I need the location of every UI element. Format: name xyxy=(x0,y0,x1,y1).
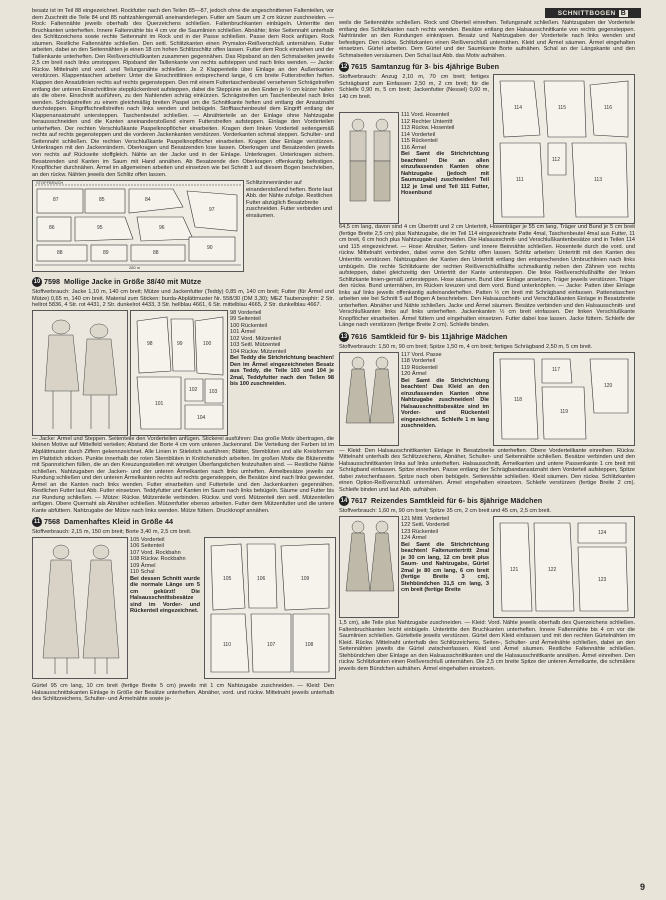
girl-dress-illustration-2 xyxy=(339,516,399,618)
section-13-code: 7616 xyxy=(351,331,367,341)
section-10-note: Bei Teddy die Strichrichtung beachten! Den im Ärmel eingezeichneten Besatz aus Teddy, die Teile 103 und 104 je 2mal, Teddyfutter nach den Teilen 98 bis 100 zuschneiden. xyxy=(230,355,334,388)
section-11-code: 7568 xyxy=(44,517,60,527)
section-12-code: 7615 xyxy=(351,62,367,71)
section-12-note: Bei Samt die Strichrichtung beachten! Die an allen einzufassenden Kanten ohne Nahtzugabe (jedoch mit Saumzugabe) zuschneiden! Teil 112 je 1mal und Teil 111 Futter, Hosenbund xyxy=(401,151,489,197)
section-13-body: — Kleid: Den Halsausschnittkanten Einlage in Besatzbreite unterheften. Obere Vorderteilkante einreihen. Rückw. Mittelnaht unterhalb des Schlitzzeichens, Abnäher, Schulter- und Seitennähte schließen. Besätze verbinden und den Halsausschnittkanten links auf links unterheften. Halsausschnitt, Ärmelkanten und untere Passenkante 1 cm breit mit Schrägband einfassen. Spitze einreihen. Passe entlang der Schrägbandansatznaht dem Vorderteil aufsteppen, Spitze dabei zwischenfassen. Spitze nach oben bebügeln. Seitennähte schließen. Kleid säumen. Den rückw. Schlitzkanten einen Option-Reißverschluß unternähen. Ärmel eingehalten einsetzen. Schleife verstürzen (fertige Breite 2 cm). Schleife binden und laut Abb. aufnähen. xyxy=(339,447,635,493)
section-14-code: 7617 xyxy=(351,496,367,506)
section-13-figure-row xyxy=(339,352,635,448)
piece-label-90: 90 xyxy=(207,245,213,252)
piece-98 xyxy=(137,317,171,373)
part-101: 101 Ärmel xyxy=(230,329,256,336)
pattern-pieces-svg xyxy=(33,181,243,271)
piece-84 xyxy=(129,189,183,213)
pattern-diagram-jacke xyxy=(130,310,228,436)
part-103: 103 Seitl. Mützenteil xyxy=(230,342,281,349)
section-12-materials: Stoffverbrauch: Anzug 2,10 m, 70 cm breit; fertiges Schrägband zum Einfassen 2,50 m, 2 cm breit; für die Schleife 0,90 m, 5 cm breit; Jackenfutter (Nessel) 0,60 m, 140 cm breit. xyxy=(339,74,489,100)
section-10-title: Mollige Jacke in Größe 38/40 mit Mütze xyxy=(64,276,202,286)
label-123: 123 xyxy=(598,576,607,583)
label-122: 122 xyxy=(548,566,557,573)
girl-dress-illustration-1 xyxy=(339,352,399,446)
section-12-number: 12 xyxy=(339,62,349,72)
right-intro-paragraph: weils die Seitennähte schließen. Rock und Oberteil einreihen. Teilungsnaht schließen. Nahtzugaben der Vorderteile entlang des Schlitzkanten nach rechts wenden. Besätze entlang den Halsausschnittkante von rechts gegensteppen. Nahtränder an den Rundungen einknipsen. Besatz und Nahtzugaben der Vorderteile nach links wenden und befestigen. Den rückw. Schlitzkanten einen Reißverschluß unternähen. Kleid und Ärmel säumen. Ärmel eingehalten einsetzen. Gürtel arbeiten. Dem Gürtel und der Saumkante Borte aufnähen. Schal an der Längskante und den Schmalseiten versäumen. Den Schal laut Abb. das Motiv aufnähen. xyxy=(339,20,635,59)
piece-label-88: 88 xyxy=(57,250,63,257)
part-124: 124 Ärmel xyxy=(401,535,427,542)
piece-label-86: 86 xyxy=(49,225,55,232)
boy-suit-illustration xyxy=(339,112,399,224)
part-112: 112 Rechter Unterritt xyxy=(401,118,453,125)
part-122: 122 Seitl. Vorderteil xyxy=(401,522,450,529)
part-109: 109 Ärmel xyxy=(130,562,156,569)
section-10-parts-list xyxy=(230,310,334,388)
pattern-diagram-rock xyxy=(32,180,244,272)
label-124: 124 xyxy=(598,529,607,536)
piece-85 xyxy=(85,189,125,213)
label-115: 115 xyxy=(558,105,566,112)
part-119: 119 Rückenteil xyxy=(401,364,438,371)
section-10-body: — Jacke: Ärmel und Steppen. Seitenteile den Vorderteilen anfügen. Stickerei ausführen: Das große Motiv übertragen, die kleinen Motive auf Mittelfeld verteilen; Abstand der Borte 4 cm vom unteren Jackenrand. Die Verteilung der Farben ist im Abplättmuster durch Ziffern gekennzeichnet. Alle Linien in Stielstich ausführen; Blätter, Stemblüten und alle Kreisformen im Plattstich sticken. Punkte innerhalb der roten Sternblüten in Knötchenstich arbeiten. Im großen Motiv die Blütenmitte mit Spannstichen füllen, die an den Kreuzungsstellen mit winzigen Überfangstichen festzuhalten sind. — Restliche Nähte schließen. Nahtzugaben der Jacken- und der unteren Ärmelkanten nach links umheften. Ärmelbesätze jeweils zur Rundung schließen und den unteren Ärmelkanten rechts auf rechts gegensteppen, die Besätze sind nach links gewendet. Ärmel an die Kanten nach links wenden. Futter einarbeiten und Futterteile und den Jackenkanten gegennähen. Restlichen Futter laut Abb. Futter einsetzen. Teddyfutter und Kanten im Saum nach links bebügeln. Säume und Futter bis zur Rundung schließen. — Mütze: Rückw. Mützenteile verbinden. Rückw. und vord. Mützenteil den seitl. Mützenteilen anfügen. Obere Quernaht als Abnäher schließen. Mützenfutter ebenso arbeiten. Futter dem Mützenfutter und die untere Kante abfüttern. Nahtzugabe der Mütze nach links wenden. Mütze füttern. Druckknopf annähen. xyxy=(32,435,334,514)
section-11-body: Gürtel 95 cm lang, 10 cm breit (fertige Breite 5 cm) jeweils mit 1 cm Nahtzugabe zuschneiden. — Kleid: Den Halsausschnittskanten Einlage in Größe der Besätze unterheften. Abnäher, vord. und rückw. Mittelnaht jeweils unterhalb des Schlitzzeichens, Schulter- und Ärmelnähte sowie je- xyxy=(32,682,334,703)
section-10-number: 10 xyxy=(32,277,42,287)
intro-paragraph: besatz ist im Teil 88 eingezeichnet. Rockfutter nach den Teilen 85—87, jedoch ohne die angeschnittenen Faltenteilen, vor dem Zuschnitt die Teile 84 und 85 nahtzahlengemäß aneinanderlegen. Futter am Saum um 2 cm kürzer zuschneiden. — Rock: Faltennähte jeweils oberhalb des Querzeichens schließen. Faltenbruchkanten einbügeln. Unterritte den Bruchkanten unterheften. Innere Faltennähte bis 4 cm vor die Saumlinien schließen. Abnähte; linke Seitennaht unterhalb des Schlitzzeichens sowie rechte Seitennaht im Rock und in der Passe schließen. Passe dem Rock anfügen. Rock säumen. Restliche Faltennähte schließen. Den seitl. Schlitzkanten einen Prymalon-Reißverschluß unternähen. Futter arbeiten, dabei an den Seitennähten je einen 18 cm hohen Schlitzschlitz offen lassen. Futter dem Rock einziehen und der Taillenkante unterheften. Den Reißverschlußkanten zusammen gegennähen. Das Ripsband an den Schmalseiten jeweils 2,5 cm breit nach links umstoppen. Ripsband der Taillenkante von rechts aufsteppen und nach links wenden. — Jacke: Rückw. Mittelnaht und vord. und Teilungsnähte schließen. Je 2 Klappenteile über Einlage an den Außenkanten verstürzen. Klappentaschen arbeiten: Unter die Einschnittlinien entsprechend lange, 6 cm breite Futterstreifen heften. Klappen den Ansatzlinien rechts auf rechts gegensteppen. Den mit einem Futtertaschenbeutel versehenen Schrägstreifen entlang der unteren Einschnittlinie stepplückenbreit aufsteppen, dabei die Steppünie an den Enden je ½ cm kürzer halten als die obere. Einschnitt ausführen, zu den Nahtenden schräg einkürzen. Schrägstreifen um Taschenbeutel nach links wenden. Schrägstreifen zu einem gleichmäßig breiten Paspel um die Schnittkante heften und entlang der Ansatznaht durchsteppen. Eingriffschnellstreifen nach links wenden und bebügeln. Stofftaschenbeutel dem Eingriff entlang der Klappenansatznaht untersteppen. Taschenbeutel schließen. — Abnähterteile an der Einlage ohne Nahtzugabe heraussschneiden und die Kanten aneinanderstoßend einem Futterstreifen aufsteppen. Einlage den Vorderteilen unterheften. Der rechten Verschlußkante Paspelknopflöcher einarbeiten. Kragen dem linken Vorderteil seitengemäß rechts auf rechts gegensteppen und die vorderen Jackenkanten verstürzen. Vorderkanten schmal steppen. Schulter- und Seitennaht schließen. Die rechten Verschlußkante Paspelknopflöcher einarbeiten. Kragen über Einlage verstürzen. Unterkragen mit den Jackenrändern. Oberkragen und Besatzenden lose lassen. Oberkragen und Besatzenden jeweils von rechts auf Rückseite stoffgleich. Nähte an der Jacke und in der Einlage. Unterkragen. Unterkragen sichern. Besatzenden und Kanten im Saum mit Hand annähen. Ab Besatzende den Oberkragen offenkantig befestigen. Knopflöcher durchnähen. Ärmel im allgemeinen arbeiten und einsetzen wie bei Schnitt 1 auf diesem Bogen beschrieben, an den rückw. Nähten jeweils den Schlitz offen lassen. xyxy=(32,8,334,178)
part-113: 113 Rückw. Hosenteil xyxy=(401,125,455,132)
label-108: 108 xyxy=(305,641,314,648)
section-13-note: Bei Samt die Strichrichtung beachten! Das Kleid an den einzufassenden Kanten ohne Nahtzugabe zuschneiden! Die Halsausschnittsbesätze sind im Vorder- und Rückenteil eingezeichnet. Schleife 1 m lang zuschneiden. xyxy=(401,377,489,430)
part-104: 104 Rückw. Mützenteil xyxy=(230,348,286,355)
section-10-figure-row xyxy=(32,310,334,436)
section-14-number: 14 xyxy=(339,496,349,506)
part-98: 98 Vorderteil xyxy=(230,309,262,316)
pattern-diagram-samtkleid-1 xyxy=(493,352,635,446)
section-14-note: Bei Samt die Strichrichtung beachten! Faltenuntertritt 2mal je 30 cm lang, 12 cm breit plus Saum- und Nahtzugabe, Gürtel 2mal je 80 cm lang, 6 cm breit (fertige Breite 3 cm), Stehbündchen 31,5 cm lang, 3 cm breit (fertige Breite xyxy=(401,541,489,594)
part-107: 107 Vord. Rockbahn xyxy=(130,549,181,556)
section-14-body: 1,5 cm), alle Teile plus Nahtzugabe zuschneiden. — Kleid: Vord. Nähte jeweils oberhalb des Querzeichens schließen. Faltenbruchkanten leicht einbügeln. Untertritte den Bruchkanten unterheften. Innere Faltennähte bis 4 cm vor die Saumlinien schließen. Gürtelteile jeweils verstürzen. Gürtel dem Kleid einfassen und mit den rechten Gürtelnähten im Kleid. Rückw. Mittelnaht unterhalb des Schlitzzeichens, Seiten-, Schulter- und Ärmelnähte schließen, dabei an den Seitennähten jeweils die Gürtel zwischenfassen. Kleid und Ärmel säumen. Restliche Faltennähte schließen. Stehbündchen über Einlage an den Halsausschnittkanten und die Halsausschnittkante annähen. Ärmel einreihen. Den rückw. Schlitzkanten einen Reißverschluß unternähen. Die 2,5 cm breite Spitze der unteren Ärmelkante, die schmälere jeweils dem Bündchen aufnähen. Ärmel eingehalten einsetzen. xyxy=(339,619,635,672)
section-11-header xyxy=(32,517,334,527)
piece-87 xyxy=(37,189,83,213)
section-11-note: Bei dessen Schnitt wurde die normale Länge um 5 cm gekürzt! Die Halsausschnittsbesätze sind im Vorder- und Rückenteil eingezeichnet. xyxy=(130,575,200,615)
label-110: 110 xyxy=(223,641,231,648)
section-14-figure-row xyxy=(339,516,635,620)
part-105: 105 Vorderteil xyxy=(130,536,165,543)
part-120: 120 Ärmel xyxy=(401,371,427,378)
label-98: 98 xyxy=(147,340,153,347)
label-105: 105 xyxy=(223,575,232,582)
figure1-side-text: Schlitzinnenränder auf einanderstoßend heften. Borte laut Abb. der Nähte zufolge. Restlichen Futter abzüglich Besatzbreite zuschneiden. Futter verbinden und einsäumen. xyxy=(246,180,333,219)
scale-label: 280 m xyxy=(129,265,141,271)
label-100: 100 xyxy=(203,340,212,347)
piece-96 xyxy=(137,217,193,241)
piece-label-95: 95 xyxy=(97,225,103,232)
section-12-header xyxy=(339,62,635,72)
label-111: 111 xyxy=(516,177,524,184)
section-13-header xyxy=(339,332,635,342)
label-114: 114 xyxy=(514,105,522,112)
dress-illustration xyxy=(32,537,128,679)
piece-label-87: 87 xyxy=(53,197,59,204)
section-10-code: 7598 xyxy=(44,276,60,286)
section-13-materials: Stoffverbrauch: 1,50 m, 90 cm breit; Spitze 1,50 m, 4 cm breit; fertiges Schrägband 2,50 m, 5 cm breit. xyxy=(339,344,593,351)
section-header xyxy=(545,8,641,18)
figure-row-1 xyxy=(32,180,334,274)
piece-99 xyxy=(171,319,195,371)
section-11-figure-row xyxy=(32,537,334,683)
piece-label-84: 84 xyxy=(145,197,151,204)
piece-label-85: 85 xyxy=(99,197,105,204)
part-108: 108 Rückw. Rockbahn xyxy=(130,556,186,563)
page-number: 9 xyxy=(640,882,646,892)
label-103: 103 xyxy=(209,388,218,395)
label-118: 118 xyxy=(514,396,522,403)
sheet-letter: B xyxy=(620,9,627,17)
jacket-illustration xyxy=(32,310,128,436)
label-121: 121 xyxy=(510,566,519,573)
piece-95 xyxy=(75,217,133,241)
label-99: 99 xyxy=(177,340,183,347)
pattern-diagram-kleid xyxy=(204,537,336,679)
pattern-diagram-samtkleid-2 xyxy=(493,516,635,618)
right-column xyxy=(339,20,635,673)
label-113: 113 xyxy=(594,177,602,184)
part-114: 114 Vorderteil xyxy=(401,131,436,138)
piece-89 xyxy=(91,245,127,261)
section-14-header xyxy=(339,496,635,506)
label-116: 116 xyxy=(604,105,612,112)
part-102: 102 Vord. Mützenteil xyxy=(230,335,281,342)
piece-label-96: 96 xyxy=(159,225,165,232)
piece-label-88b: 88 xyxy=(153,250,159,257)
pattern-diagram-anzug xyxy=(493,74,635,224)
section-header-title: SCHNITTBOGEN xyxy=(557,9,616,17)
part-99: 99 Seitenteil xyxy=(230,316,261,323)
section-12-body: 64,5 cm lang, davon sind 4 cm Übertritt und 2 cm Untertritt, Hosenträger je 55 cm lang, Träger und Bund je 5 cm breit (fertige Breite 2,5 cm) plus Nahtzugabe, die im Teil 114 eingezeichnete Patte 4mal, Taschenbeutel 4mal aus Futter, 11 cm breit, 6 cm hoch plus Nahtzugabe zuschneiden. Die Halsausschnitt- und Verschlußkantenbesätze sind in Teilen 114 und 115 eingezeichnet. — Hose: Abnäher, Seiten- und innere Beinnähte schließen. Hosenteile durch die vord. und rückw. Mittelnaht verbinden, dabei vorne den Schlitz offen lassen. Schlitz arbeiten: Untertritt mit den Kanten des Unterritts verstürzen. Nahtzugaben der Kanten den Untertritt entlang den entsprechenden Umbruchlinien nach links umbügeln. Die rechte Schlitzkante der rechten Reißverschlußhälfte schmalkantig neben den Zähnen von rechts aufsteppen, dabei gleichzeitig den Untertritt der Kante untersteppen. Die linke Reißverschlußhälfte der linken Schlitzkante linien-gemäß untersteppen. Hose säumen. Bund über Einlage ansetzen, Träger jeweils verstürzen. Träger den rückw. Bund unternähen, im Rücken kreuzen und dem vord. Bund unterknöpfen. — Jacke: Patten über Einlage links auf links jeweils offenkantig aufeinanderheften. Patten ½ cm breit mit Schrägband einfassen. Pattenstaschen arbeiten wie bei Schnitt 5 auf Bogen A beschrieben. Den Halsausschnitt- und Verschlußkanten Einlage in Besatzbreite unterheften. Abnäher und Nähte schließen. Jacke und Ärmel säumen. Besätze verbinden und den Halsausschnitt- und Verschlußkanten links auf links unterheften. Jackenkanten ½ cm breit einfassen. Der linken Verschlußkante Knopflöcher einarbeiten. Ärmel füttern und eingehalten einsetzen. Futter dabei lose lassen. Jacke füttern. Schleife der Länge nach verstürzen (fertige Breite 2 cm). Schleife binden. xyxy=(339,224,635,329)
part-106: 106 Seitenteil xyxy=(130,543,164,550)
label-119: 119 xyxy=(560,408,568,415)
section-14-parts-list xyxy=(401,516,489,594)
section-13-parts-list xyxy=(401,352,489,430)
part-121: 121 Mittl. Vorderteil xyxy=(401,515,449,522)
section-14-materials: Stoffverbrauch: 1,60 m, 90 cm breit; Spitze 35 cm, 2 cm breit und 45 cm, 2,5 cm breit. xyxy=(339,508,551,515)
section-12-title: Samtanzug für 3- bis 4jährige Buben xyxy=(371,62,500,71)
section-11-number: 11 xyxy=(32,517,42,527)
piece-label-97: 97 xyxy=(209,207,215,214)
section-11-materials: Stoffverbrauch: 2,15 m, 150 cm breit; Borte 3,40 m, 2,5 cm breit. xyxy=(32,529,192,536)
section-11-title: Damenhaftes Kleid in Größe 44 xyxy=(64,517,174,527)
part-116: 116 Ärmel xyxy=(401,144,427,151)
part-100: 100 Rückenteil xyxy=(230,322,268,329)
label-117: 117 xyxy=(552,366,560,373)
label-112: 112 xyxy=(552,157,560,164)
part-118: 118 Vorderteil xyxy=(401,358,436,365)
part-111: 111 Vord. Hosenteil xyxy=(401,112,449,119)
section-10-materials: Stoffverbrauch: Jacke 1,10 m, 140 cm breit; Mütze und Jackenfutter (Teddy) 0,85 m, 140 cm breit; Futter (für Ärmel und Mütze) 0,65 m, 140 cm breit. Material zum Sticken: burda-Abplättmuster Nr. 558/30 (DM 3,30); MEZ Taubenzephir: 2 Str. hellrot 5836, 4 Str. rot 4431, 2 Str. dunkelrot 4433, 3 Str. hellblau 4661, 6 Str. mittelblau 4665, 2 Str. dunkelblau 4667. xyxy=(32,289,334,309)
label-102: 102 xyxy=(189,386,198,393)
section-12-parts-list xyxy=(401,112,489,197)
label-109: 109 xyxy=(301,575,310,582)
label-120: 120 xyxy=(604,382,613,389)
part-117: 117 Vord. Passe xyxy=(401,351,442,358)
left-column xyxy=(32,8,334,704)
section-13-number: 13 xyxy=(339,332,349,342)
section-13-title: Samtkleid für 9- bis 11jährige Mädchen xyxy=(371,331,508,341)
section-11-parts-list xyxy=(130,537,200,615)
part-115: 115 Rückenteil xyxy=(401,138,438,145)
label-101: 101 xyxy=(155,400,164,407)
label-106: 106 xyxy=(257,575,266,582)
stoffbruch-label: STOFFBRUCH xyxy=(36,180,64,186)
label-107: 107 xyxy=(267,641,276,648)
piece-label-89: 89 xyxy=(103,250,109,257)
section-14-title: Reizendes Samtkleid für 6- bis 8jährige Mädchen xyxy=(371,496,543,506)
label-104: 104 xyxy=(197,414,206,421)
section-12-figure-row xyxy=(339,74,635,224)
section-10-header xyxy=(32,277,334,287)
part-123: 123 Rückenteil xyxy=(401,528,439,535)
part-110: 110 Schal xyxy=(130,569,155,576)
